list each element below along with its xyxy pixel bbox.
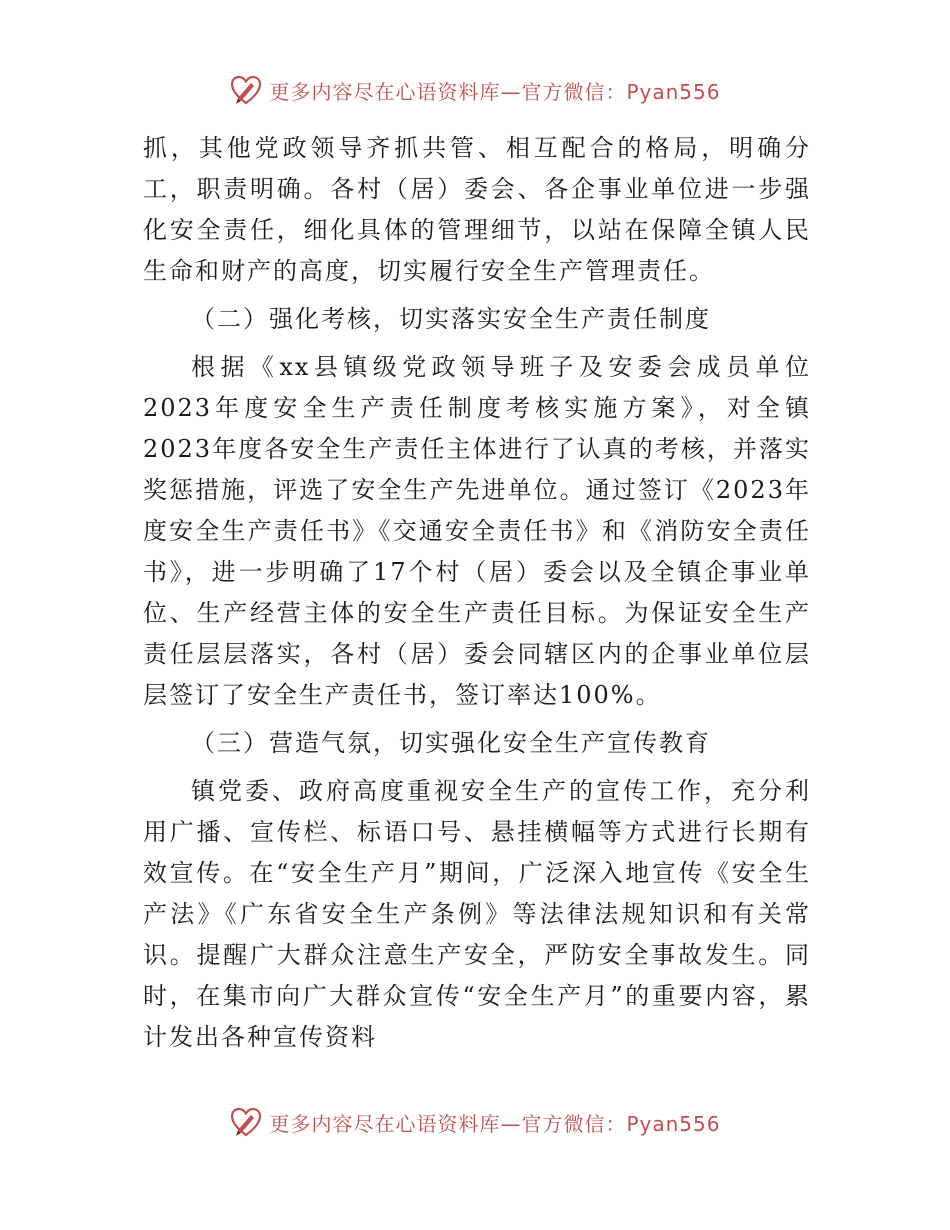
document-body: [143, 128, 811, 1058]
heart-pen-logo-icon: [229, 1105, 263, 1139]
paragraph-continuation: 抓，其他党政领导齐抓共管、相互配合的格局，明确分工，职责明确。各村（居）委会、各企事业单位进一步强化安全责任，细化具体的管理细节，以站在保障全镇人民生命和财产的高度，切实履行安全生产管理责任。: [143, 134, 811, 285]
watermark-text: 更多内容尽在心语资料库—官方微信：Pyan556: [269, 79, 721, 104]
watermark-footer: [0, 1102, 950, 1142]
paragraph-assessment: 根据《xx县镇级党政领导班子及安委会成员单位2023年度安全生产责任制度考核实施方案》，对全镇2023年度各安全生产责任主体进行了认真的考核，并落实奖惩措施，评选了安全生产先进单位。通过签订《2023年度安全生产责任书》《交通安全责任书》和《消防安全责任书》，进一步明确了17个村（居）委会以及全镇企事业单位、生产经营主体的安全生产责任目标。为保证安全生产责任层层落实，各村（居）委会同辖区内的企事业单位层层签订了安全生产责任书，签订率达100%。: [143, 353, 811, 709]
heart-pen-logo-icon: [229, 73, 263, 107]
section-heading-2: （二）强化考核，切实落实安全生产责任制度: [191, 305, 711, 333]
section-heading-3: （三）营造气氛，切实强化安全生产宣传教育: [191, 729, 711, 757]
watermark-header: [0, 70, 950, 110]
watermark-text: 更多内容尽在心语资料库—官方微信：Pyan556: [269, 1111, 721, 1136]
paragraph-publicity: 镇党委、政府高度重视安全生产的宣传工作，充分利用广播、宣传栏、标语口号、悬挂横幅等方式进行长期有效宣传。在“安全生产月”期间，广泛深入地宣传《安全生产法》《广东省安全生产条例》等法律法规知识和有关常识。提醒广大群众注意生产安全，严防安全事故发生。同时，在集市向广大群众宣传“安全生产月”的重要内容，累计发出各种宣传资料: [143, 777, 811, 1051]
